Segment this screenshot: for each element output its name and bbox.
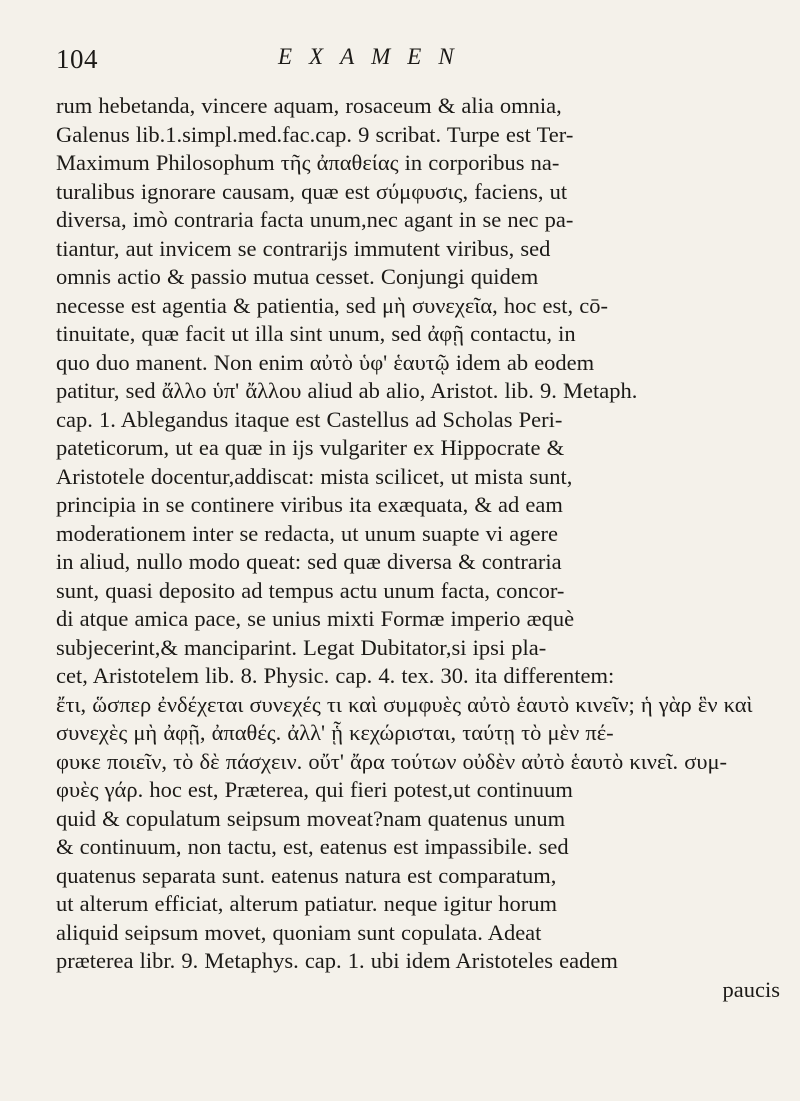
text-line: Galenus lib.1.simpl.med.fac.cap. 9 scribat. Turpe est Ter-: [56, 121, 574, 147]
text-line: sunt, quasi deposito ad tempus actu unum facta, concor-: [56, 577, 565, 603]
text-line: præterea libr. 9. Metaphys. cap. 1. ubi idem Aristoteles eadem: [56, 948, 618, 973]
text-line: συνεχὲς μὴ ἀφῇ, ἀπαθές. ἀλλ' ᾗ κεχώρισται, ταύτῃ τὸ μὲν πέ-: [56, 720, 614, 745]
text-line: quo duo manent. Non enim αὐτὸ ὑφ' ἑαυτῷ idem ab eodem: [56, 349, 595, 375]
text-line: omnis actio & passio mutua cesset. Conjungi quidem: [56, 264, 539, 289]
text-line: patitur, sed ἄλλο ὑπ' ἄλλου aliud ab alio, Aristot. lib. 9. Metaph.: [56, 378, 638, 403]
text-line: diversa, imò contraria facta unum,nec agant in se nec pa-: [56, 207, 574, 232]
text-line: ut alterum efficiat, alterum patiatur. neque igitur horum: [56, 891, 558, 916]
text-line: cap. 1. Ablegandus itaque est Castellus ad Scholas Peri-: [56, 406, 563, 432]
text-line: & continuum, non tactu, est, eatenus est impassibile. sed: [56, 834, 569, 859]
text-line: quid & copulatum seipsum moveat?nam quatenus unum: [56, 805, 566, 831]
text-line: aliquid seipsum movet, quoniam sunt copulata. Adeat: [56, 919, 542, 945]
text-line: rum hebetanda, vincere aquam, rosaceum & alia omnia,: [56, 93, 562, 118]
page-header: [56, 44, 800, 92]
text-line: tinuitate, quæ facit ut illa sint unum, sed ἀφῇ contactu, in: [56, 321, 576, 346]
text-line: subjecerint,& manciparint. Legat Dubitator,si ipsi pla-: [56, 634, 547, 660]
text-line: principia in se continere viribus ita exæquata, & ad eam: [56, 492, 563, 517]
text-line: Maximum Philosophum τῆς ἀπαθείας in corporibus na-: [56, 150, 560, 175]
running-head: EXAMEN: [278, 44, 471, 69]
text-line: in aliud, nullo modo queat: sed quæ diversa & contraria: [56, 549, 562, 574]
body-text: [56, 92, 756, 976]
text-line: cet, Aristotelem lib. 8. Physic. cap. 4. tex. 30. ita differentem:: [56, 663, 615, 688]
text-line: φυὲς γάρ. hoc est, Præterea, qui fieri potest,ut continuum: [56, 777, 573, 802]
text-line: Aristotele docentur,addiscat: mista scilicet, ut mista sunt,: [56, 463, 573, 489]
text-line: moderationem inter se redacta, ut unum suapte vi agere: [56, 520, 558, 546]
text-line: φυκε ποιεῖν, τὸ δὲ πάσχειν. οὔτ' ἄρα τούτων οὐδὲν αὐτὸ ἑαυτὸ κινεῖ. συμ-: [56, 748, 728, 774]
catchword: paucis: [722, 976, 780, 1002]
page-number: 104: [56, 44, 98, 74]
text-line: ἔτι, ὥσπερ ἐνδέχεται συνεχές τι καὶ συμφυὲς αὐτὸ ἑαυτὸ κινεῖν; ἡ γὰρ ἓν καὶ: [56, 691, 753, 717]
text-line: di atque amica pace, se unius mixti Formæ imperio æquè: [56, 606, 575, 631]
text-line: turalibus ignorare causam, quæ est σύμφυσις, faciens, ut: [56, 178, 568, 204]
text-line: necesse est agentia & patientia, sed μὴ συνεχεῖα, hoc est, cō-: [56, 292, 608, 318]
text-line: quatenus separata sunt. eatenus natura est comparatum,: [56, 862, 557, 888]
text-line: pateticorum, ut ea quæ in ijs vulgariter ex Hippocrate &: [56, 435, 565, 460]
text-line: tiantur, aut invicem se contrarijs immutent viribus, sed: [56, 235, 551, 261]
